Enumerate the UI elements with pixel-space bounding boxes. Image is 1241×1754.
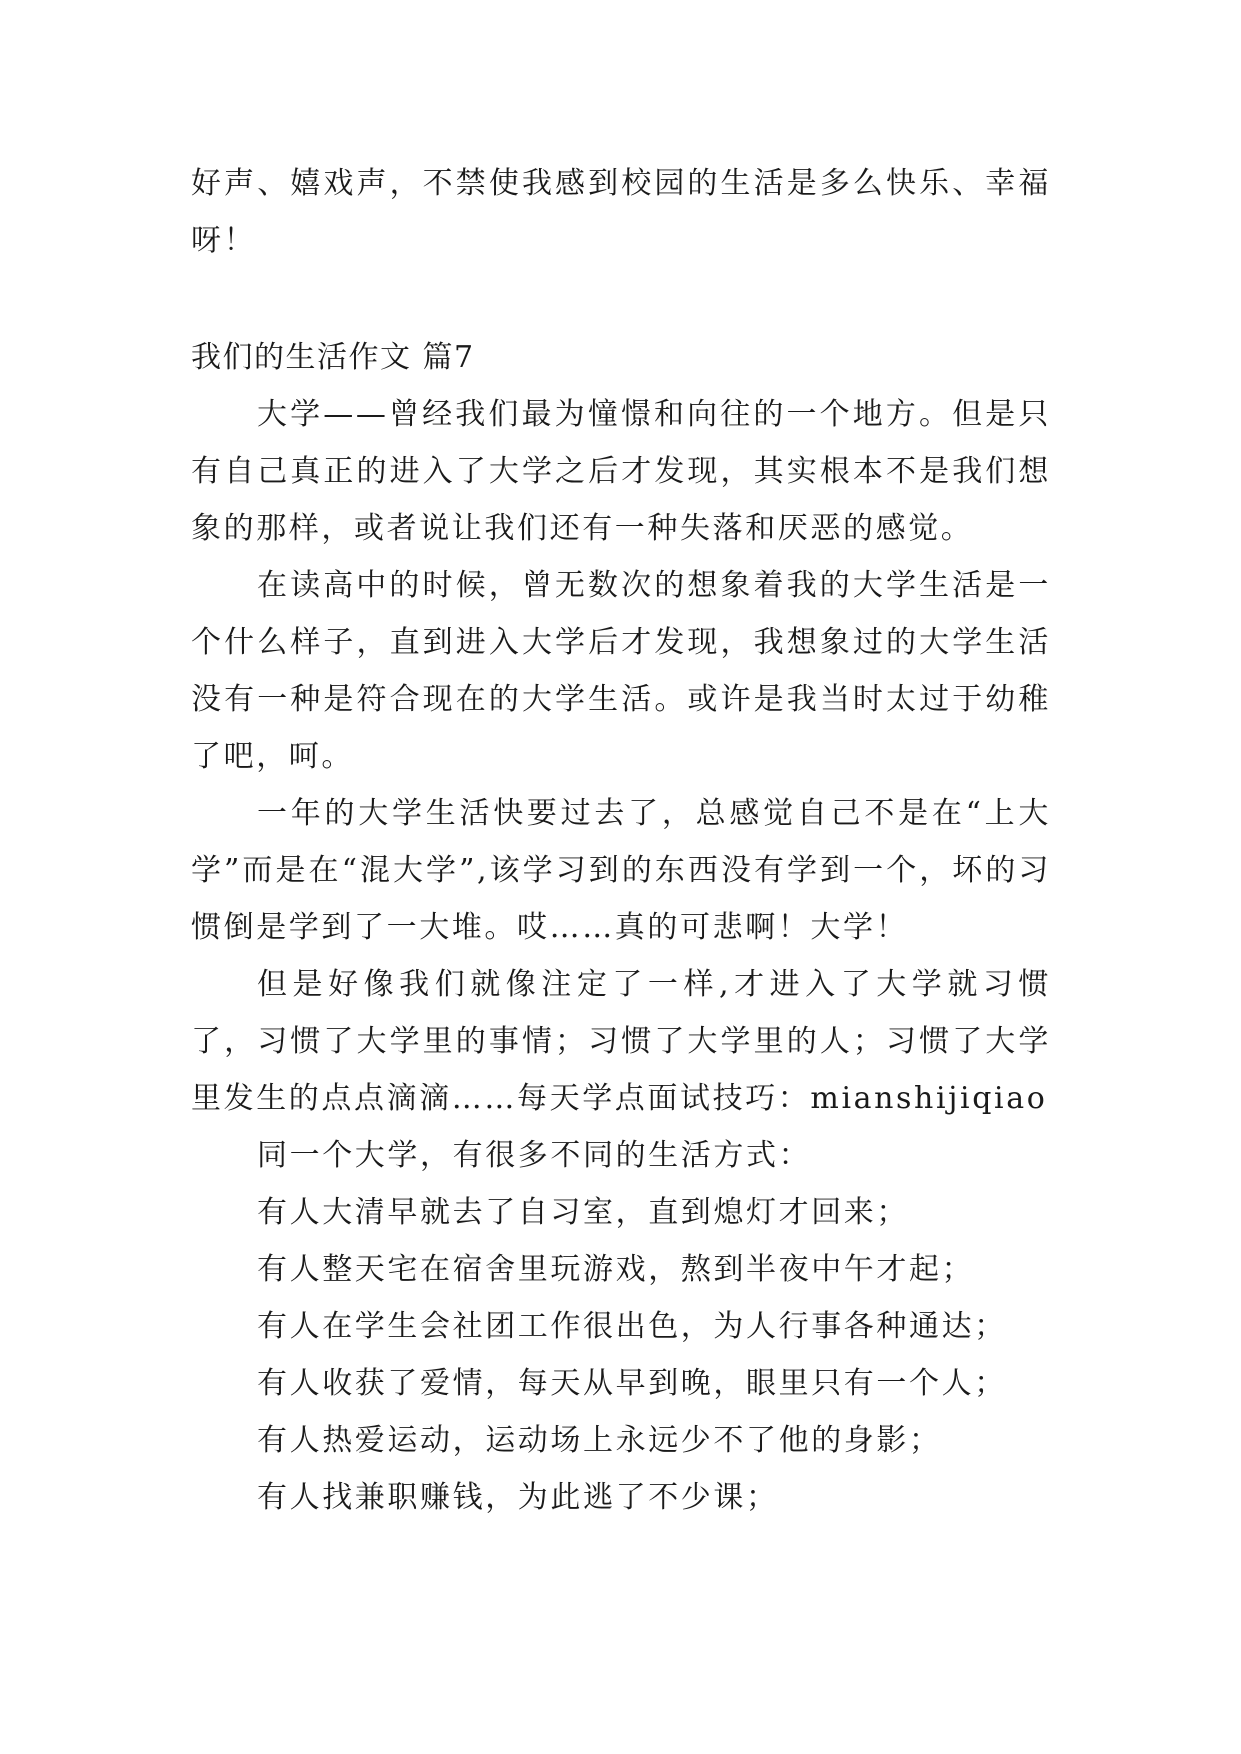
- document-page: [191, 155, 1051, 1526]
- body-paragraph: 同一个大学，有很多不同的生活方式：: [257, 1138, 812, 1173]
- body-paragraph: 在读高中的时候，曾无数次的想象着我的大学生活是一个什么样子，直到进入大学后才发现，我想象过的大学生活没有一种是符合现在的大学生活。或许是我当时太过于幼稚了吧，呵。: [191, 568, 1051, 774]
- body-paragraph: 大学——曾经我们最为憧憬和向往的一个地方。但是只有自己真正的进入了大学之后才发现，其实根本不是我们想象的那样，或者说让我们还有一种失落和厌恶的感觉。: [191, 397, 1051, 546]
- list-line: 有人热爱运动，运动场上永远少不了他的身影；: [257, 1423, 942, 1458]
- continuation-paragraph: 好声、嬉戏声，不禁使我感到校园的生活是多么快乐、幸福呀！: [191, 166, 1051, 258]
- list-line: 有人在学生会社团工作很出色，为人行事各种通达；: [257, 1309, 1007, 1344]
- list-line: 有人收获了爱情，每天从早到晚，眼里只有一个人；: [257, 1366, 1007, 1401]
- list-line: 有人大清早就去了自习室，直到熄灯才回来；: [257, 1195, 909, 1230]
- body-paragraph: 一年的大学生活快要过去了，总感觉自己不是在“上大学”而是在“混大学”,该学习到的东西没有学到一个，坏的习惯倒是学到了一大堆。哎……真的可悲啊！大学！: [191, 796, 1051, 945]
- section-title: 我们的生活作文 篇7: [191, 340, 475, 375]
- list-line: 有人整天宅在宿舍里玩游戏，熬到半夜中午才起；: [257, 1252, 975, 1287]
- body-paragraph: 但是好像我们就像注定了一样,才进入了大学就习惯了，习惯了大学里的事情；习惯了大学里的人；习惯了大学里发生的点点滴滴……每天学点面试技巧：mianshijiqiao: [191, 967, 1051, 1116]
- list-line: 有人找兼职赚钱，为此逃了不少课；: [257, 1480, 779, 1515]
